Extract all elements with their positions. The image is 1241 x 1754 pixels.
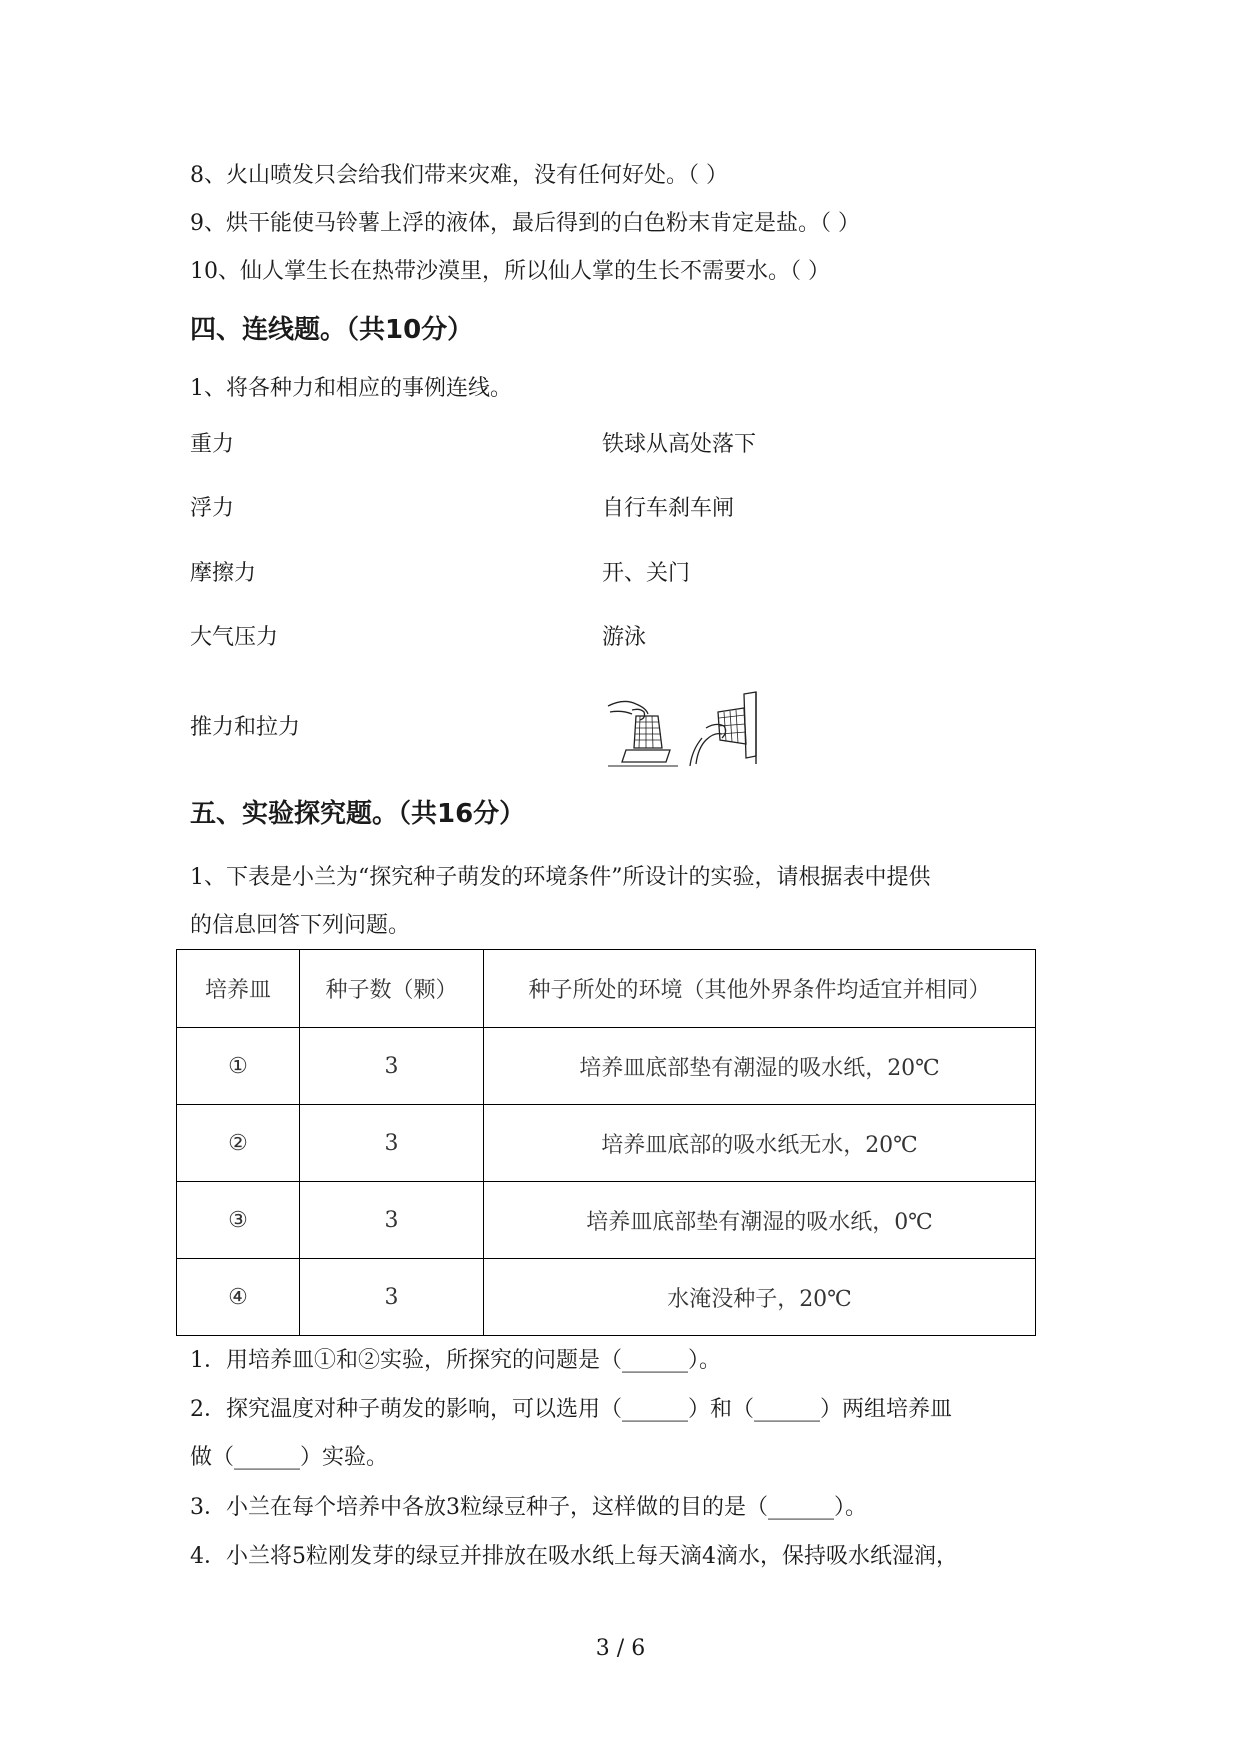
section-5-intro-line2: 的信息回答下列问题。 xyxy=(190,913,411,938)
header-dish: 培养皿 xyxy=(177,950,300,1028)
cell-seed-count: 3 xyxy=(300,1259,484,1336)
section-5-title: 五、实验探究题。（共16分） xyxy=(190,799,526,829)
experiment-table xyxy=(176,949,1036,1336)
table-header-row xyxy=(177,950,1036,1028)
force-gravity: 重力 xyxy=(190,432,235,457)
hands-pressing-cup-illustration xyxy=(606,688,766,768)
judgement-item-10: 10、仙人掌生长在热带沙漠里，所以仙人掌的生长不需要水。（ ） xyxy=(190,259,830,284)
force-air-pressure: 大气压力 xyxy=(190,625,279,650)
force-push-pull: 推力和拉力 xyxy=(190,715,301,740)
question-2-line2: 做（______）实验。 xyxy=(190,1445,389,1470)
question-3: 3．小兰在每个培养中各放3粒绿豆种子，这样做的目的是（______）。 xyxy=(190,1495,867,1520)
header-environment: 种子所处的环境（其他外界条件均适宜并相同） xyxy=(484,950,1036,1028)
table-row xyxy=(177,1105,1036,1182)
table-row xyxy=(177,1259,1036,1336)
cell-environment: 水淹没种子，20℃ xyxy=(484,1259,1036,1336)
cell-dish: ① xyxy=(177,1028,300,1105)
question-4: 4．小兰将5粒刚发芽的绿豆并排放在吸水纸上每天滴4滴水，保持吸水纸湿润， xyxy=(190,1544,958,1569)
cell-environment: 培养皿底部垫有潮湿的吸水纸，0℃ xyxy=(484,1182,1036,1259)
example-door: 开、关门 xyxy=(602,561,691,586)
table-row xyxy=(177,1182,1036,1259)
question-2-line1: 2．探究温度对种子萌发的影响，可以选用（______）和（______）两组培养皿 xyxy=(190,1397,952,1422)
section-5-intro-line1: 1、下表是小兰为“探究种子萌发的环境条件”所设计的实验，请根据表中提供 xyxy=(190,865,931,890)
judgement-item-8: 8、火山喷发只会给我们带来灾难，没有任何好处。（ ） xyxy=(190,163,728,188)
force-buoyancy: 浮力 xyxy=(190,496,235,521)
example-falling-ball: 铁球从高处落下 xyxy=(602,432,757,457)
cell-environment: 培养皿底部垫有潮湿的吸水纸，20℃ xyxy=(484,1028,1036,1105)
force-friction: 摩擦力 xyxy=(190,561,257,586)
example-swimming: 游泳 xyxy=(602,625,647,650)
judgement-item-9: 9、烘干能使马铃薯上浮的液体，最后得到的白色粉末肯定是盐。（ ） xyxy=(190,211,860,236)
cell-seed-count: 3 xyxy=(300,1028,484,1105)
header-seed-count: 种子数（颗） xyxy=(300,950,484,1028)
cell-dish: ③ xyxy=(177,1182,300,1259)
page-number: 3 / 6 xyxy=(595,1636,646,1661)
table-row xyxy=(177,1028,1036,1105)
cell-dish: ④ xyxy=(177,1259,300,1336)
cell-seed-count: 3 xyxy=(300,1105,484,1182)
cell-seed-count: 3 xyxy=(300,1182,484,1259)
cell-dish: ② xyxy=(177,1105,300,1182)
example-bike-brake: 自行车刹车闸 xyxy=(602,496,735,521)
question-1: 1．用培养皿①和②实验，所探究的问题是（______）。 xyxy=(190,1348,721,1373)
section-4-title: 四、连线题。（共10分） xyxy=(190,315,474,345)
section-4-question: 1、将各种力和相应的事例连线。 xyxy=(190,376,512,401)
cell-environment: 培养皿底部的吸水纸无水，20℃ xyxy=(484,1105,1036,1182)
